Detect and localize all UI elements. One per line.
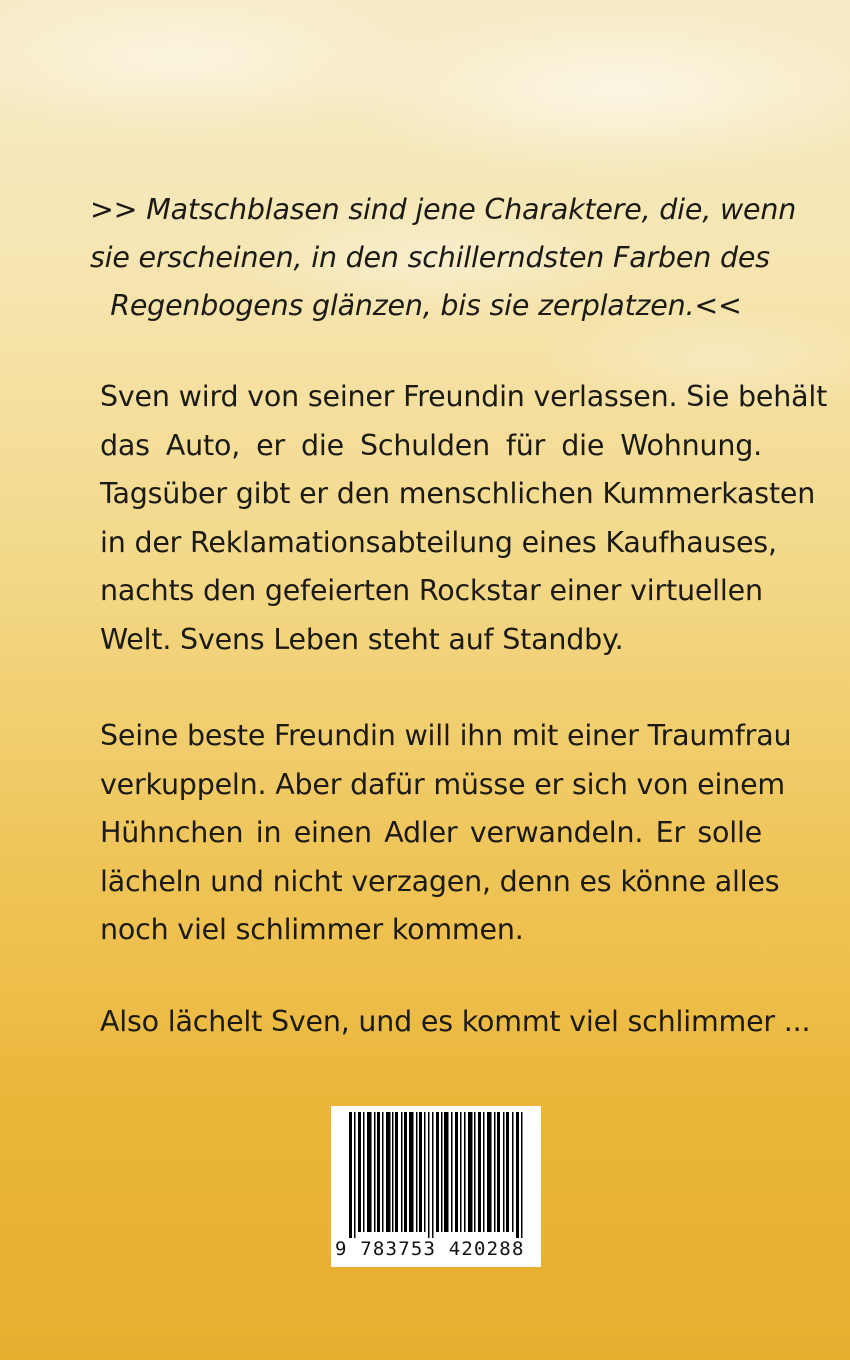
paragraph-line: verkuppeln. Aber dafür müsse er sich von einem (100, 767, 785, 801)
paragraph-line: Welt. Svens Leben steht auf Standby. (100, 622, 624, 656)
quote-line: sie erscheinen, in den schillerndsten Farben des (90, 241, 770, 274)
paragraph-line: Sven wird von seiner Freundin verlassen. Sie behält (100, 380, 828, 413)
paragraph-line: lächeln und nicht verzagen, denn es könne alles (100, 864, 780, 898)
blurb-paragraph-2 (100, 712, 792, 955)
paragraph-line: noch viel schlimmer kommen. (100, 913, 524, 946)
quote-line: >> Matschblasen sind jene Charaktere, die, wenn (90, 193, 797, 226)
barcode-bars (331, 1106, 541, 1238)
blurb-closing-line (100, 998, 811, 1047)
blurb-paragraph-1 (100, 373, 828, 664)
paragraph-line: Seine beste Freundin will ihn mit einer Traumfrau (100, 719, 792, 752)
paragraph-line: das Auto, er die Schulden für die Wohnung. (100, 428, 762, 462)
paragraph-line: in der Reklamationsabteilung eines Kaufhauses, (100, 525, 777, 559)
tagline-quote (90, 186, 797, 330)
isbn-barcode (331, 1106, 541, 1267)
paragraph-line: Hühnchen in einen Adler verwandeln. Er solle (100, 816, 762, 849)
paragraph-line: Tagsüber gibt er den menschlichen Kummerkasten (100, 477, 816, 510)
paragraph-line: nachts den gefeierten Rockstar einer virtuellen (100, 574, 763, 607)
isbn-number: 9 783753 420288 (335, 1238, 525, 1260)
quote-line: Regenbogens glänzen, bis sie zerplatzen.<< (110, 289, 742, 322)
paragraph-line: Also lächelt Sven, und es kommt viel schlimmer ... (100, 1005, 811, 1038)
